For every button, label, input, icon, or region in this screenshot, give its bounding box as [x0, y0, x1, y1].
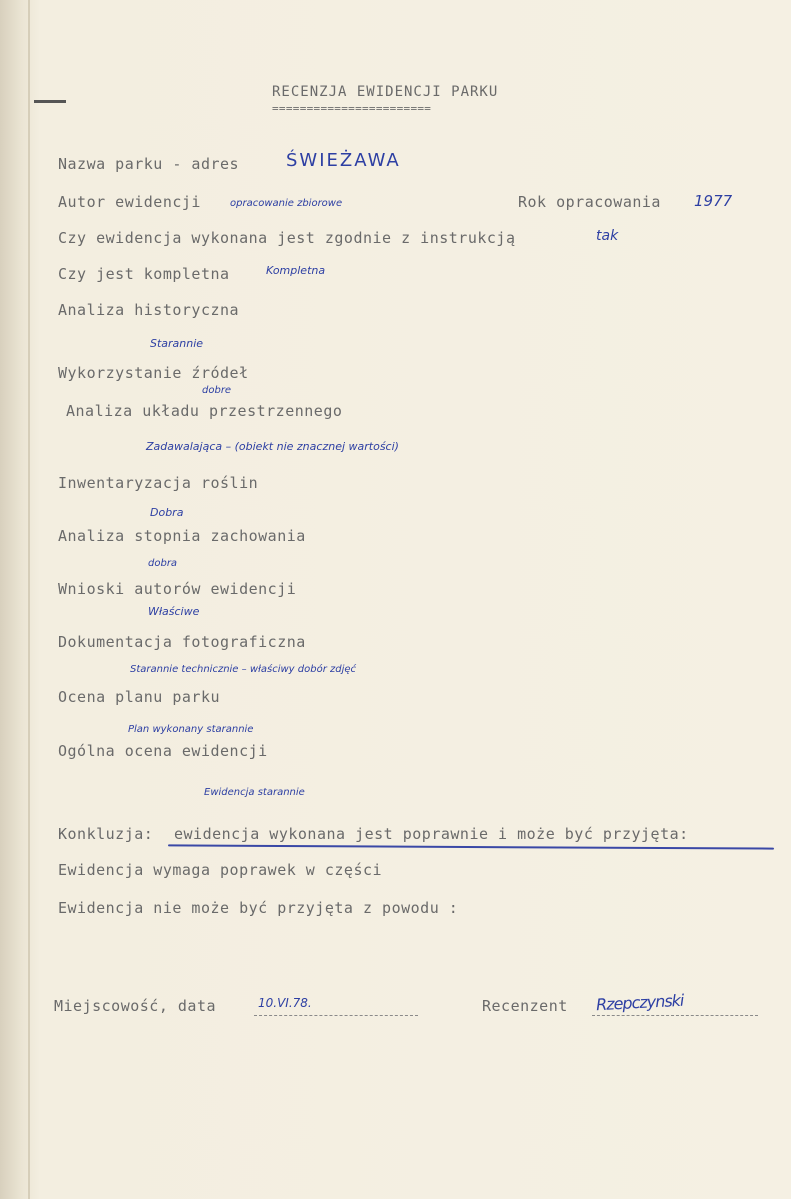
label-wnioski: Wnioski autorów ewidencji: [58, 580, 297, 598]
value-zgodnosc: tak: [596, 228, 619, 244]
konkluzja-underline: [168, 844, 774, 849]
value-uklad: Zadawalająca – (obiekt nie znacznej wartości): [146, 440, 399, 453]
label-inwentaryzacja: Inwentaryzacja roślin: [58, 474, 259, 492]
value-inwentaryzacja: Dobra: [150, 506, 184, 519]
label-zgodnosc: Czy ewidencja wykonana jest zgodnie z instrukcją: [58, 229, 516, 247]
title-rule: =======================: [272, 102, 432, 115]
label-zrodla: Wykorzystanie źródeł: [58, 364, 249, 382]
date-value: 10.VI.78.: [258, 996, 312, 1010]
value-dokumentacja: Starannie technicznie – właściwy dobór zdjęć: [130, 664, 357, 675]
recenzent-label: Recenzent: [482, 997, 568, 1015]
label-kompletna: Czy jest kompletna: [58, 265, 230, 283]
label-ogolna: Ogólna ocena ewidencji: [58, 742, 268, 760]
label-analiza-historyczna: Analiza historyczna: [58, 301, 240, 319]
label-nazwa-parku: Nazwa parku - adres: [58, 155, 240, 173]
label-plan: Ocena planu parku: [58, 688, 221, 706]
konkluzja-option-1: ewidencja wykonana jest poprawnie i może być przyjęta:: [174, 825, 689, 843]
label-rok: Rok opracowania: [518, 193, 661, 211]
value-autor: opracowanie zbiorowe: [230, 198, 343, 209]
label-stopien: Analiza stopnia zachowania: [58, 527, 306, 545]
konkluzja-label: Konkluzja:: [58, 825, 154, 843]
value-analiza-historyczna: Starannie: [150, 337, 204, 350]
value-kompletna: Kompletna: [266, 264, 326, 277]
binding-mark: [34, 100, 66, 103]
miejscowosc-label: Miejscowość, data: [54, 997, 217, 1015]
signature: Rzepczynski: [595, 990, 684, 1015]
page-fold: [28, 0, 30, 1199]
label-uklad: Analiza układu przestrzennego: [66, 402, 343, 420]
value-plan: Plan wykonany starannie: [128, 724, 254, 735]
konkluzja-option-3: Ewidencja nie może być przyjęta z powodu :: [58, 899, 459, 917]
value-nazwa-parku: ŚWIEŻAWA: [286, 150, 401, 171]
value-ogolna: Ewidencja starannie: [204, 787, 305, 798]
label-dokumentacja: Dokumentacja fotograficzna: [58, 633, 306, 651]
value-wnioski: Właściwe: [148, 605, 200, 618]
value-stopien: dobra: [148, 558, 178, 569]
konkluzja-option-2: Ewidencja wymaga poprawek w części: [58, 861, 383, 879]
value-rok: 1977: [694, 192, 733, 210]
signature-line: [592, 1015, 758, 1017]
label-autor: Autor ewidencji: [58, 193, 201, 211]
date-line: [254, 1015, 418, 1017]
value-zrodla: dobre: [202, 385, 232, 396]
document-title: RECENZJA EWIDENCJI PARKU: [272, 84, 499, 100]
